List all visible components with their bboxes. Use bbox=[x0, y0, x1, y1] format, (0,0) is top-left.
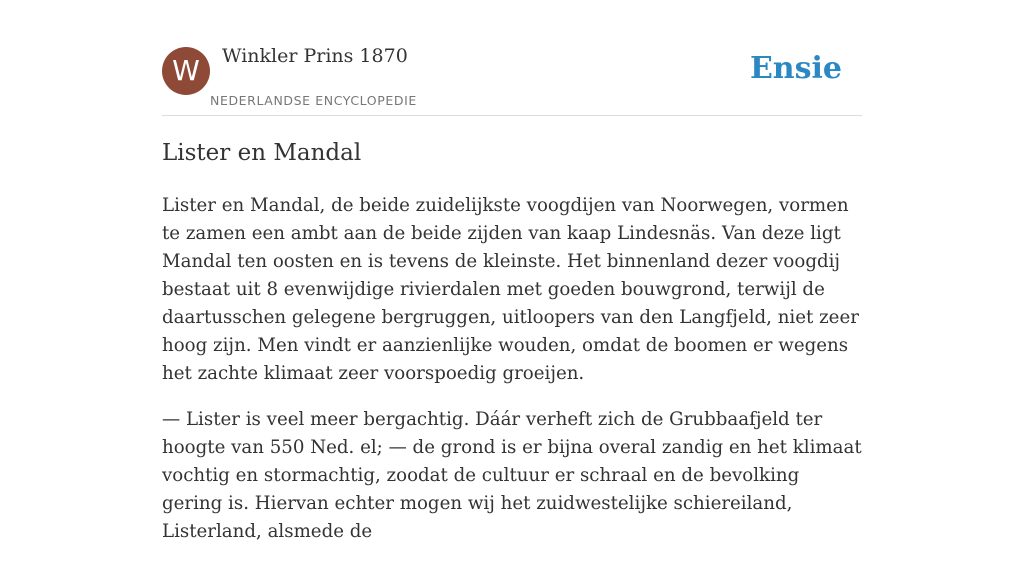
source-avatar[interactable]: W bbox=[162, 47, 210, 95]
ensie-logo[interactable]: Ensie bbox=[749, 51, 842, 86]
article-body bbox=[162, 192, 862, 564]
source-header bbox=[162, 0, 862, 116]
source-title[interactable]: Winkler Prins 1870 bbox=[222, 45, 408, 67]
article-title: Lister en Mandal bbox=[162, 140, 362, 166]
source-subtitle: NEDERLANDSE ENCYCLOPEDIE bbox=[210, 93, 417, 108]
article-paragraph: Lister en Mandal, de beide zuidelijkste voogdijen van Noorwegen, vormen te zamen een ambt aan de beide zijden van kaap Lindesnäs. Van deze ligt Mandal ten oosten en is tevens de kleinste. Het binnenland dezer voogdij bestaat uit 8 evenwijdige rivierdalen met goeden bouwgrond, terwijl de daartusschen gelegene bergruggen, uitloopers van den Langfjeld, niet zeer hoog zijn. Men vindt er aanzienlijke wouden, omdat de boomen er wegens het zachte klimaat zeer voorspoedig groeijen. bbox=[162, 195, 859, 384]
article-paragraph: — Lister is veel meer bergachtig. Dáár verheft zich de Grubbaafjeld ter hoogte van 550 Ned. el; — de grond is er bijna overal zandig en het klimaat vochtig en stormachtig, zoodat de cultuur er schraal en de bevolking gering is. Hiervan echter mogen wij het zuidwestelijke schiereiland, Listerland, alsmede de bbox=[162, 409, 862, 542]
